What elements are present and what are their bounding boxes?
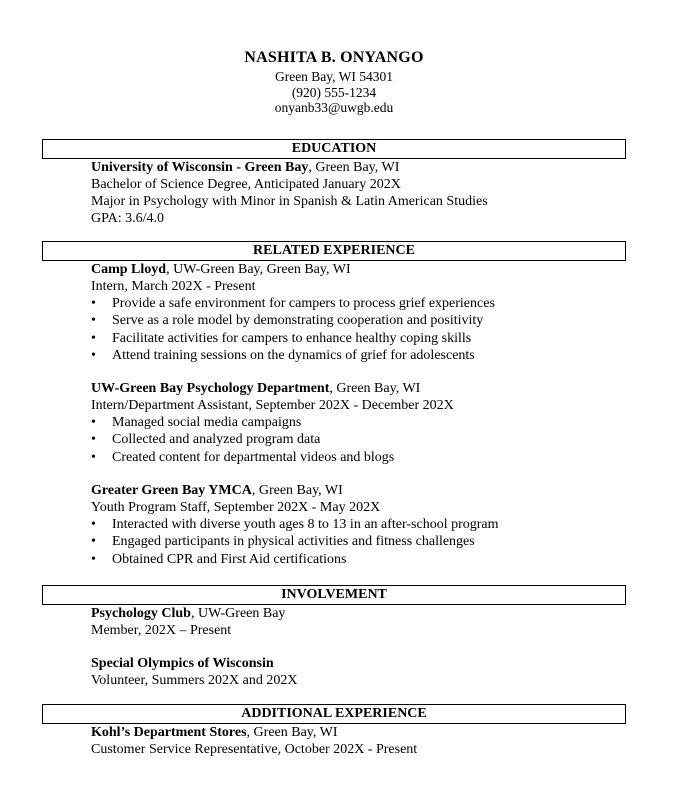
job-org: Greater Green Bay YMCA [91, 483, 252, 498]
job-entry [91, 261, 631, 364]
bullet-item [91, 516, 631, 533]
bullet-text: Provide a safe environment for campers to process grief experiences [112, 296, 495, 311]
involvement-entry [91, 605, 631, 639]
bullet-text: Collected and analyzed program data [112, 432, 321, 448]
bullet-icon: • [91, 551, 96, 567]
bullet-item [91, 330, 631, 347]
degree: Bachelor of Science Degree, Anticipated January 202X [91, 177, 401, 192]
job-org-line [91, 482, 631, 499]
involvement-title: Member, 202X – Present [91, 623, 232, 638]
job-title: Youth Program Staff, September 202X - May 202X [91, 500, 381, 515]
involvement-entry [91, 655, 631, 689]
job-entry [91, 380, 631, 466]
bullet-text: Obtained CPR and First Aid certifications [112, 551, 347, 567]
bullet-icon: • [91, 296, 96, 311]
additional-entry [91, 724, 631, 758]
resume-header [0, 47, 668, 116]
bullet-text: Managed social media campaigns [112, 415, 302, 430]
bullet-item [91, 312, 631, 329]
job-entry [91, 482, 631, 568]
involvement-org: Special Olympics of Wisconsin [91, 656, 274, 671]
bullet-item [91, 347, 631, 364]
involvement-org-line [91, 655, 631, 672]
school-name: University of Wisconsin - Green Bay [91, 160, 309, 175]
bullet-icon: • [91, 415, 96, 430]
bullet-text: Created content for departmental videos and blogs [112, 449, 395, 465]
candidate-name: NASHITA B. ONYANGO [244, 49, 424, 66]
bullet-item [91, 551, 631, 568]
job-org: Camp Lloyd [91, 262, 167, 277]
school-location: , Green Bay, WI [308, 160, 400, 175]
major: Major in Psychology with Minor in Spanish & Latin American Studies [91, 194, 488, 209]
bullet-icon: • [91, 347, 96, 363]
gpa: GPA: 3.6/4.0 [91, 211, 165, 226]
bullet-icon: • [91, 449, 96, 465]
bullet-icon: • [91, 517, 96, 532]
job-bullets [91, 516, 631, 568]
job-bullets [91, 295, 631, 364]
job-location: , Green Bay, WI [251, 483, 343, 498]
bullet-text: Engaged participants in physical activities and fitness challenges [112, 534, 475, 550]
job-location: , Green Bay, WI [329, 381, 421, 396]
additional-org-line [91, 724, 631, 741]
job-title: Intern, March 202X - Present [91, 279, 256, 294]
section-heading-education: EDUCATION [42, 139, 626, 159]
additional-location: , Green Bay, WI [246, 725, 338, 740]
bullet-icon: • [91, 313, 96, 329]
bullet-text: Facilitate activities for campers to enhance healthy coping skills [112, 330, 472, 346]
bullet-item [91, 533, 631, 550]
additional-org: Kohl’s Department Stores [91, 725, 247, 740]
address: Green Bay, WI 54301 [274, 69, 394, 84]
bullet-item [91, 431, 631, 448]
education-block [91, 159, 631, 227]
section-heading-involvement: INVOLVEMENT [42, 585, 626, 605]
bullet-item [91, 449, 631, 466]
email: onyanb33@uwgb.edu [274, 100, 394, 115]
bullet-text: Attend training sessions on the dynamics of grief for adolescents [112, 347, 475, 363]
job-org: UW-Green Bay Psychology Department [91, 381, 330, 396]
job-location: , UW-Green Bay, Green Bay, WI [166, 262, 351, 277]
section-heading-related-experience: RELATED EXPERIENCE [42, 241, 626, 261]
bullet-text: Interacted with diverse youth ages 8 to 13 in an after-school program [112, 517, 499, 532]
involvement-org: Psychology Club [91, 606, 191, 621]
bullet-icon: • [91, 432, 96, 448]
involvement-org-line [91, 605, 631, 622]
bullet-text: Serve as a role model by demonstrating cooperation and positivity [112, 313, 484, 329]
involvement-title: Volunteer, Summers 202X and 202X [91, 673, 298, 688]
job-org-line [91, 261, 631, 278]
bullet-item [91, 295, 631, 312]
involvement-location: , UW-Green Bay [190, 606, 286, 621]
job-title: Intern/Department Assistant, September 202X - December 202X [91, 398, 454, 413]
bullet-icon: • [91, 534, 96, 550]
bullet-icon: • [91, 330, 96, 346]
bullet-item [91, 414, 631, 431]
education-school-line [91, 159, 631, 176]
job-org-line [91, 380, 631, 397]
additional-title: Customer Service Representative, October 202X - Present [91, 742, 418, 757]
section-heading-additional-experience: ADDITIONAL EXPERIENCE [42, 704, 626, 724]
job-bullets [91, 414, 631, 466]
phone: (920) 555-1234 [291, 84, 377, 100]
